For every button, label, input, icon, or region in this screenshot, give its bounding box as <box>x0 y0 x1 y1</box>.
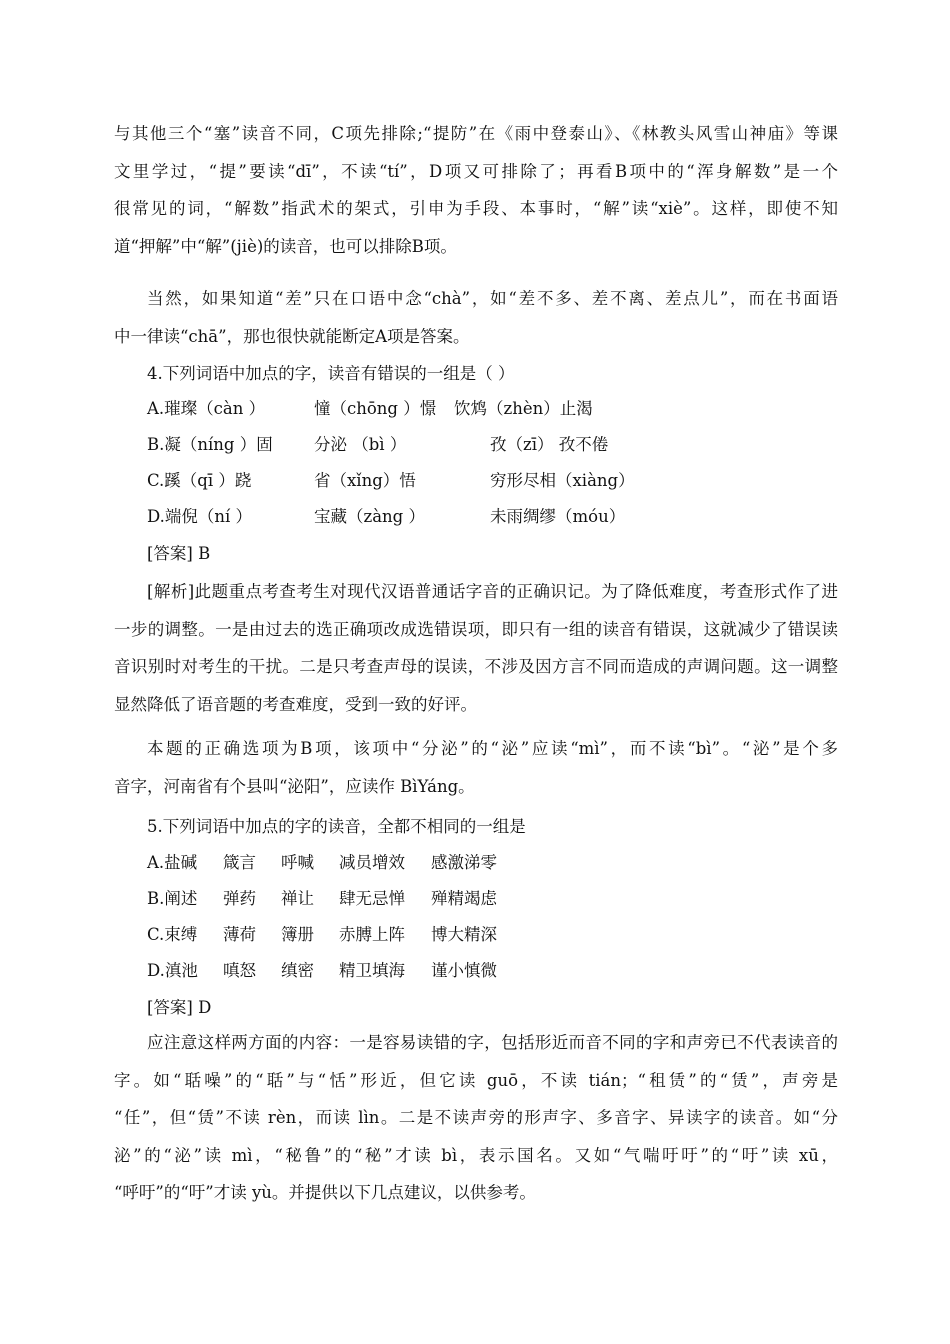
q4-option-d <box>147 499 837 535</box>
text-line: 中一律读“chā”，那也很快就能断定A项是答案。 <box>114 326 470 346</box>
option-cell: 分泌 （bì ） <box>314 435 407 454</box>
q4-option-c <box>147 463 837 499</box>
option-cell: 簿册 <box>281 925 314 944</box>
option-cell: 未雨绸缪（móu） <box>490 507 626 526</box>
option-cell: A.璀璨（càn ） <box>147 399 266 418</box>
option-cell: 宝藏（zàng ） <box>314 507 425 526</box>
option-cell: D.端倪（ní ） <box>147 507 253 526</box>
text-line: 当然，如果知道“差”只在口语中念“chà”，如“差不多、差不离、差点儿”，而在书面语 <box>147 289 838 308</box>
option-cell: 箴言 <box>223 853 256 872</box>
text-line: 文里学过，“提”要读“dī”，不读“tí”，D项又可排除了；再看B项中的“浑身解数”是一个 <box>114 161 838 181</box>
question-4: 4.下列词语中加点的字，读音有错误的一组是（ ） <box>147 364 515 383</box>
option-cell: 博大精深 <box>431 925 497 944</box>
text-line: 一步的调整。一是由过去的选正确项改成选错误项，即只有一组的读音有错误，这就减少了错误读 <box>114 619 838 639</box>
q4-option-b <box>147 427 837 463</box>
option-cell: 殚精竭虑 <box>431 889 497 908</box>
option-cell: 缜密 <box>281 961 314 980</box>
text-line: 很常见的词，“解数”指武术的架式，引申为手段、本事时，“解”读“xiè”。这样，即使不知 <box>114 199 838 218</box>
text-line: 显然降低了语音题的考查难度，受到一致的好评。 <box>114 694 477 714</box>
paragraph-analysis-q4 <box>114 573 838 723</box>
q5-option-a <box>147 845 837 881</box>
paragraph-explanation-q3 <box>114 115 838 265</box>
paragraph-answer-explanation-q4 <box>114 730 838 805</box>
option-cell: 呼喊 <box>281 853 314 872</box>
option-cell: B.阐述 <box>147 889 198 908</box>
option-cell: 减员增效 <box>339 853 405 872</box>
q5-option-b <box>147 881 837 917</box>
paragraph-conclusion-q3 <box>114 280 838 355</box>
option-cell: 肆无忌惮 <box>339 889 405 908</box>
q4-option-a <box>147 391 837 427</box>
option-cell: B.凝（níng ）固 <box>147 435 273 454</box>
option-cell: C.束缚 <box>147 925 198 944</box>
option-cell: 憧（chōng ）憬 <box>314 399 437 418</box>
option-cell: 精卫填海 <box>339 961 405 980</box>
option-cell: 感激涕零 <box>431 853 497 872</box>
option-cell: 穷形尽相（xiàng） <box>490 471 635 490</box>
option-cell: 饮鸩（zhèn）止渴 <box>454 399 593 418</box>
option-cell: C.蹊（qī ）跷 <box>147 471 252 490</box>
q5-answer: [答案] D <box>147 998 212 1017</box>
option-cell: 赤膊上阵 <box>339 925 405 944</box>
option-cell: A.盐碱 <box>147 853 198 872</box>
text-line: “任”，但“赁”不读 rèn，而读 lìn。二是不读声旁的形声字、多音字、异读字的读音。如“分 <box>114 1108 838 1127</box>
paragraph-explanation-q5 <box>114 1024 838 1212</box>
option-cell: 谨小慎微 <box>431 961 497 980</box>
option-cell: 薄荷 <box>223 925 256 944</box>
option-cell: 弹药 <box>223 889 256 908</box>
text-line: 道“押解”中“解”(jiè)的读音，也可以排除B项。 <box>114 236 457 256</box>
text-line: [解析]此题重点考查考生对现代汉语普通话字音的正确识记。为了降低难度，考查形式作了进 <box>147 582 838 601</box>
text-line: 应注意这样两方面的内容：一是容易读错的字，包括形近而音不同的字和声旁已不代表读音的 <box>147 1033 838 1052</box>
q5-option-d <box>147 953 837 989</box>
option-cell: D.滇池 <box>147 961 198 980</box>
option-cell: 孜（zī） 孜不倦 <box>490 435 609 454</box>
text-line: 本题的正确选项为B项，该项中“分泌”的“泌”应读“mì”，而不读“bì”。“泌”是个多 <box>147 739 838 758</box>
q5-option-c <box>147 917 837 953</box>
text-line: 与其他三个“塞”读音不同，C项先排除;“提防”在《雨中登泰山》、《林教头风雪山神庙》等课 <box>114 124 838 143</box>
option-cell: 嗔怒 <box>223 961 256 980</box>
text-line: 音识别时对考生的干扰。二是只考查声母的误读，不涉及因方言不同而造成的声调问题。这一调整 <box>114 657 838 676</box>
text-line: 字。如“聒噪”的“聒”与“恬”形近，但它读 guō，不读 tián；“租赁”的“赁”，声旁是 <box>114 1070 838 1090</box>
option-cell: 禅让 <box>281 889 314 908</box>
question-5: 5.下列词语中加点的字的读音，全都不相同的一组是 <box>147 817 526 836</box>
q4-answer: [答案] B <box>147 544 211 563</box>
text-line: 泌”的“泌”读 mì，“秘鲁”的“秘”才读 bì，表示国名。又如“气喘吁吁”的“吁”读 xū， <box>114 1145 838 1165</box>
option-cell: 省（xǐng）悟 <box>314 471 416 490</box>
text-line: “呼吁”的“吁”才读 yù。并提供以下几点建议，以供参考。 <box>114 1183 536 1202</box>
text-line: 音字，河南省有个县叫“泌阳”，应读作 BìYáng。 <box>114 776 475 796</box>
